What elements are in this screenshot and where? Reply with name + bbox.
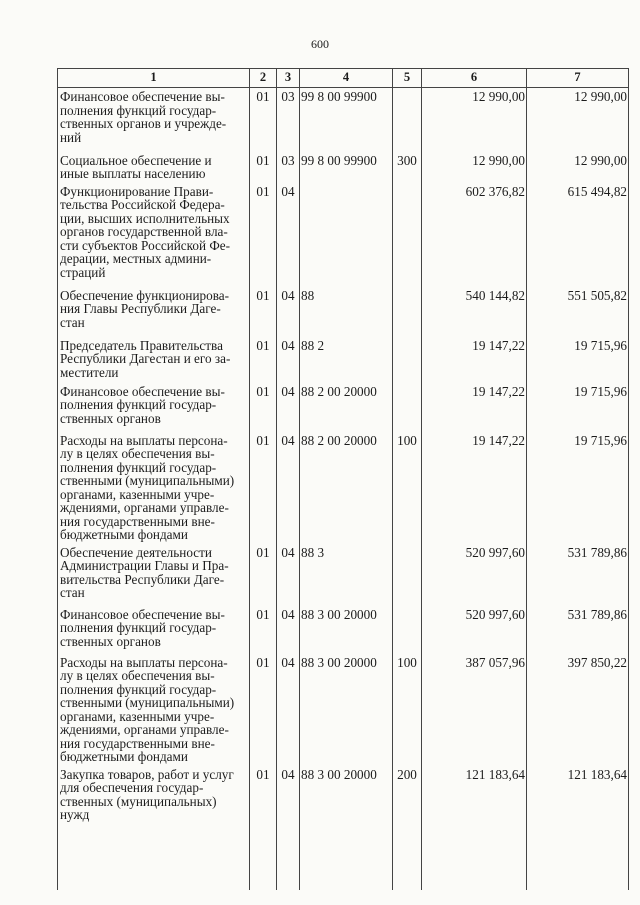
budget-table — [57, 68, 629, 890]
table-row — [58, 182, 629, 286]
row-amount-year-2: 531 789,86 — [527, 543, 629, 605]
row-amount-year-1: 12 990,00 — [422, 88, 527, 151]
row-section: 01 — [250, 286, 277, 336]
row-section: 01 — [250, 182, 277, 286]
header-col-6: 6 — [422, 69, 527, 88]
row-subsection: 04 — [277, 182, 300, 286]
row-amount-year-1: 19 147,22 — [422, 431, 527, 543]
table-spacer — [58, 825, 629, 890]
row-section: 01 — [250, 88, 277, 151]
row-target-article: 88 2 00 20000 — [300, 431, 393, 543]
row-section: 01 — [250, 543, 277, 605]
header-col-3: 3 — [277, 69, 300, 88]
row-name: Финансовое обеспечение вы- полнения функций государ- ственных органов и учрежде- ний — [58, 88, 250, 151]
row-target-article — [300, 182, 393, 286]
row-amount-year-1: 121 183,64 — [422, 765, 527, 825]
row-expense-type: 300 — [393, 151, 422, 182]
row-name: Председатель Правительства Республики Дагестан и его за- местители — [58, 336, 250, 382]
row-subsection: 04 — [277, 543, 300, 605]
row-target-article: 88 3 00 20000 — [300, 765, 393, 825]
table-row — [58, 336, 629, 382]
row-name: Обеспечение деятельности Администрации Главы и Пра- вительства Республики Даге- стан — [58, 543, 250, 605]
row-target-article: 99 8 00 99900 — [300, 88, 393, 151]
row-name: Обеспечение функционирова- ния Главы Республики Даге- стан — [58, 286, 250, 336]
table-row — [58, 382, 629, 431]
row-expense-type — [393, 543, 422, 605]
table-row — [58, 653, 629, 765]
row-target-article: 88 3 00 20000 — [300, 605, 393, 653]
row-section: 01 — [250, 765, 277, 825]
row-amount-year-2: 397 850,22 — [527, 653, 629, 765]
row-amount-year-1: 19 147,22 — [422, 382, 527, 431]
row-subsection: 04 — [277, 765, 300, 825]
row-amount-year-1: 520 997,60 — [422, 543, 527, 605]
header-col-5: 5 — [393, 69, 422, 88]
row-expense-type — [393, 336, 422, 382]
table-row — [58, 151, 629, 182]
page-number: 600 — [311, 37, 329, 51]
row-section: 01 — [250, 151, 277, 182]
header-col-1: 1 — [58, 69, 250, 88]
row-amount-year-2: 19 715,96 — [527, 336, 629, 382]
row-expense-type: 200 — [393, 765, 422, 825]
row-expense-type — [393, 382, 422, 431]
row-amount-year-1: 387 057,96 — [422, 653, 527, 765]
row-target-article: 88 3 00 20000 — [300, 653, 393, 765]
row-subsection: 04 — [277, 336, 300, 382]
row-amount-year-2: 551 505,82 — [527, 286, 629, 336]
row-target-article: 88 — [300, 286, 393, 336]
row-amount-year-2: 19 715,96 — [527, 382, 629, 431]
row-section: 01 — [250, 431, 277, 543]
row-subsection: 03 — [277, 88, 300, 151]
table-row — [58, 605, 629, 653]
row-subsection: 04 — [277, 431, 300, 543]
row-target-article: 88 2 — [300, 336, 393, 382]
row-target-article: 88 2 00 20000 — [300, 382, 393, 431]
row-subsection: 04 — [277, 286, 300, 336]
row-name: Функционирование Прави- тельства Российской Федера- ции, высших исполнительных органов государственной вла- сти субъектов Российской Фе- дерации, местных админи- страций — [58, 182, 250, 286]
row-amount-year-2: 121 183,64 — [527, 765, 629, 825]
row-amount-year-2: 19 715,96 — [527, 431, 629, 543]
header-col-2: 2 — [250, 69, 277, 88]
row-expense-type — [393, 605, 422, 653]
row-amount-year-1: 602 376,82 — [422, 182, 527, 286]
table-row — [58, 765, 629, 825]
row-amount-year-1: 520 997,60 — [422, 605, 527, 653]
row-target-article: 88 3 — [300, 543, 393, 605]
row-name: Социальное обеспечение и иные выплаты населению — [58, 151, 250, 182]
row-amount-year-1: 19 147,22 — [422, 336, 527, 382]
row-amount-year-2: 615 494,82 — [527, 182, 629, 286]
row-name: Расходы на выплаты персона- лу в целях обеспечения вы- полнения функций государ- ственными (муниципальными) органами, казенными учре- ждениями, органами управле- ния государственными вне- бюджетными фондами — [58, 431, 250, 543]
row-amount-year-2: 531 789,86 — [527, 605, 629, 653]
row-amount-year-2: 12 990,00 — [527, 88, 629, 151]
row-expense-type — [393, 286, 422, 336]
table-row — [58, 88, 629, 151]
row-expense-type: 100 — [393, 431, 422, 543]
row-name: Финансовое обеспечение вы- полнения функций государ- ственных органов — [58, 605, 250, 653]
row-name: Закупка товаров, работ и услуг для обеспечения государ- ственных (муниципальных) нужд — [58, 765, 250, 825]
row-subsection: 04 — [277, 605, 300, 653]
table-row — [58, 286, 629, 336]
row-section: 01 — [250, 336, 277, 382]
row-section: 01 — [250, 605, 277, 653]
header-col-4: 4 — [300, 69, 393, 88]
row-target-article: 99 8 00 99900 — [300, 151, 393, 182]
table-row — [58, 431, 629, 543]
row-subsection: 03 — [277, 151, 300, 182]
row-subsection: 04 — [277, 653, 300, 765]
row-amount-year-1: 540 144,82 — [422, 286, 527, 336]
row-amount-year-2: 12 990,00 — [527, 151, 629, 182]
row-amount-year-1: 12 990,00 — [422, 151, 527, 182]
row-section: 01 — [250, 653, 277, 765]
header-row — [58, 69, 629, 88]
header-col-7: 7 — [527, 69, 629, 88]
table-row — [58, 543, 629, 605]
row-expense-type — [393, 88, 422, 151]
row-name: Финансовое обеспечение вы- полнения функций государ- ственных органов — [58, 382, 250, 431]
row-name: Расходы на выплаты персона- лу в целях обеспечения вы- полнения функций государ- ственными (муниципальными) органами, казенными учре- ждениями, органами управле- ния государственными вне- бюджетными фондами — [58, 653, 250, 765]
row-section: 01 — [250, 382, 277, 431]
row-expense-type — [393, 182, 422, 286]
row-expense-type: 100 — [393, 653, 422, 765]
row-subsection: 04 — [277, 382, 300, 431]
